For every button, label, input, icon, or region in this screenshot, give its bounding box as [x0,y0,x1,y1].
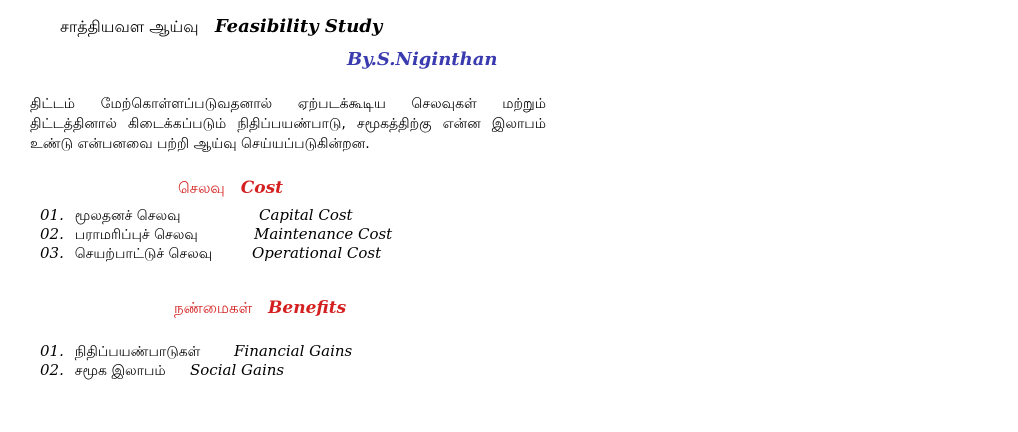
item-tamil: செயற்பாட்டுச் செலவு [74,246,213,262]
cost-list [40,206,393,263]
cost-heading-english: Cost [240,178,284,198]
item-english: Operational Cost [252,244,382,262]
title-tamil: சாத்தியவள ஆய்வு [60,17,199,36]
item-tamil: சமூக இலாபம் [74,363,166,379]
benefits-list [40,342,353,380]
item-number: 02. [40,225,64,243]
cost-heading-tamil: செலவு [178,179,225,197]
list-item [40,342,353,361]
item-number: 02. [40,361,64,379]
title-english: Feasibility Study [214,16,383,37]
item-tamil: நிதிப்பயண்பாடுகள் [74,344,201,360]
list-item [40,225,393,244]
benefits-heading-tamil: நண்மைகள் [174,299,253,317]
intro-paragraph: திட்டம் மேற்கொள்ளப்படுவதனால் ஏற்படக்கூடிய செலவுகள் மற்றும் திட்டத்தினால் கிடைக்கப்படும் நிதிப்பயண்பாடு, சமூகத்திற்கு என்ன இலாபம் உண்டு என்பனவை பற்றி ஆய்வு செய்யப்படுகின்றன. [30,96,546,152]
item-number: 03. [40,244,64,262]
item-english: Capital Cost [259,206,353,224]
item-english: Social Gains [190,361,285,379]
item-number: 01. [40,342,64,360]
item-number: 01. [40,206,64,224]
item-tamil: மூலதனச் செலவு [74,208,181,224]
list-item [40,206,353,225]
document-title [60,16,382,38]
cost-heading [178,178,283,199]
item-english: Financial Gains [234,342,353,360]
list-item [40,361,285,380]
benefits-heading [174,298,346,319]
list-item [40,244,382,263]
benefits-heading-english: Benefits [268,298,347,318]
item-english: Maintenance Cost [254,225,393,243]
author-line: By.S.Niginthan [347,49,498,70]
item-tamil: பராமரிப்புச் செலவு [74,227,198,243]
